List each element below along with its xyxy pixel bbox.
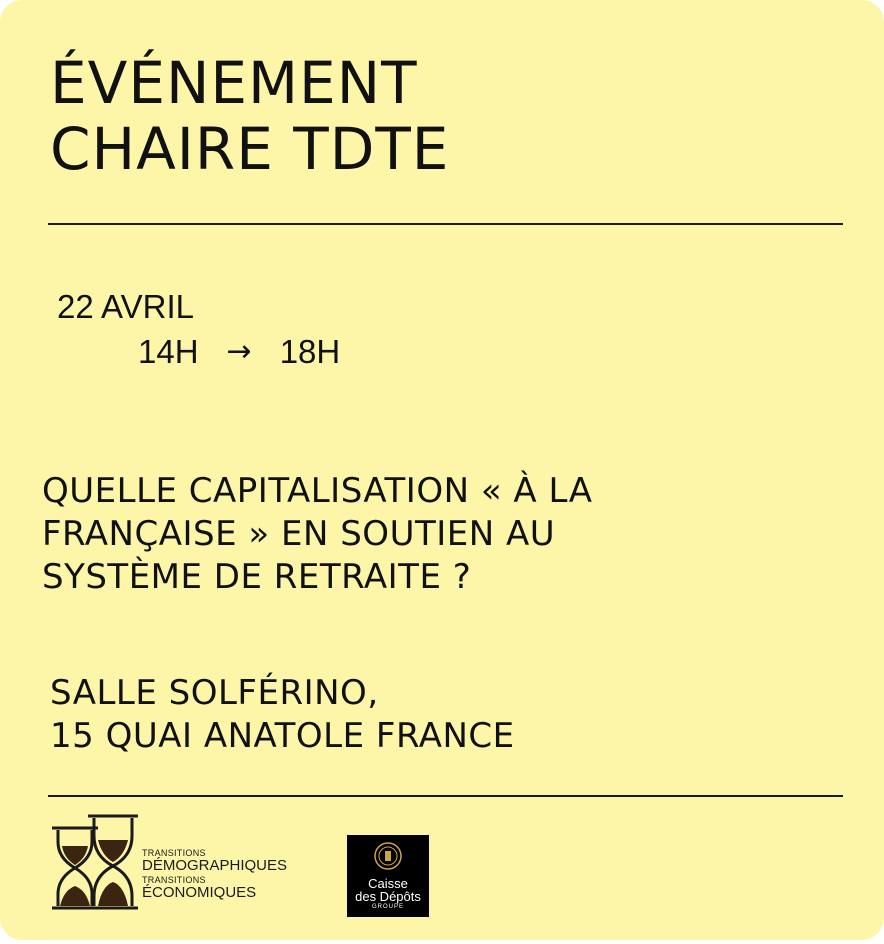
top-divider [48,223,843,225]
event-venue [50,672,515,758]
cdc-line-3: GROUPE [371,904,404,910]
tdte-wordmark [142,848,287,900]
question-line-2: FRANÇAISE » EN SOUTIEN AU [42,514,556,554]
question-line-3: SYSTÈME DE RETRAITE ? [42,557,472,597]
bottom-divider [48,795,843,797]
tdte-line-2: DÉMOGRAPHIQUES [142,857,288,874]
title-line-1: ÉVÉNEMENT [50,49,418,117]
time-start: 14H [138,333,199,370]
seal-icon [373,841,403,871]
event-question [42,470,592,599]
title-line-2: CHAIRE TDTE [50,115,450,183]
question-line-1: QUELLE CAPITALISATION « À LA [42,471,593,511]
venue-line-1: SALLE SOLFÉRINO, [50,673,379,713]
caisse-des-depots-logo [347,835,429,917]
cdc-line-2: des Dépôts [355,889,421,904]
time-end: 18H [279,333,341,370]
cdc-line-1: Caisse [368,876,408,891]
event-date: 22 AVRIL [57,288,194,325]
arrow-right-icon: → [226,334,252,369]
tdte-logo [50,812,300,912]
event-title [50,50,449,182]
tdte-line-1: TRANSITIONS [142,848,206,858]
hourglass-icon [50,812,142,912]
venue-line-2: 15 QUAI ANATOLE FRANCE [50,716,515,756]
tdte-line-3: TRANSITIONS [142,875,206,885]
tdte-line-4: ÉCONOMIQUES [142,884,257,901]
event-time [138,332,340,372]
